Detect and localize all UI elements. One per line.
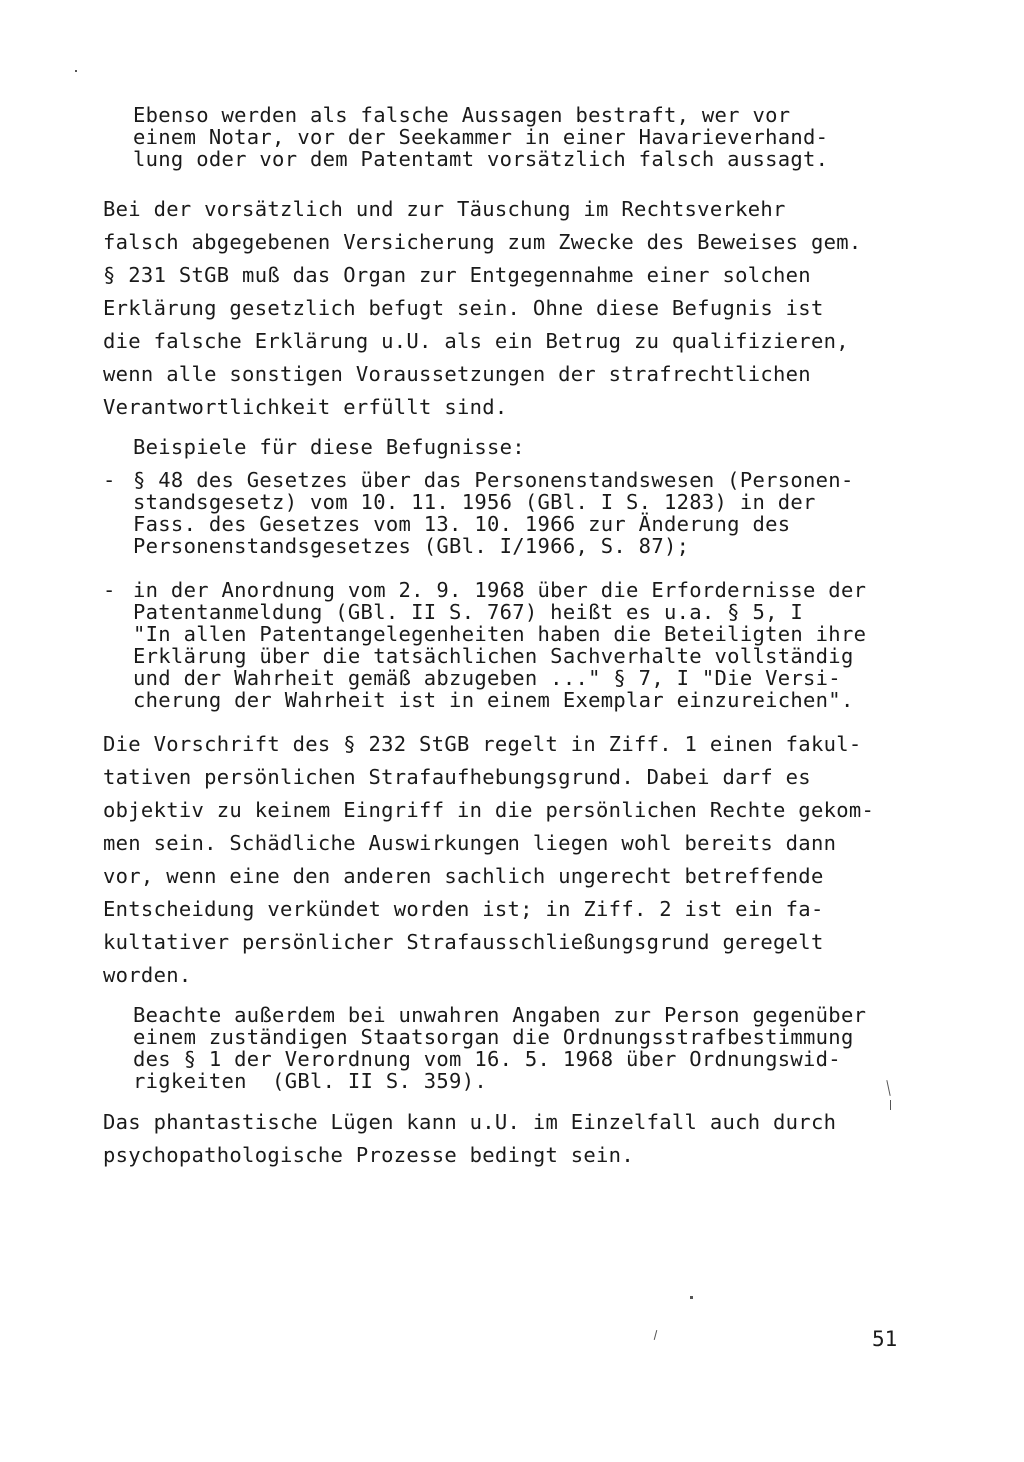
- paragraph-line: men sein. Schädliche Auswirkungen liegen wohl bereits dann: [103, 831, 837, 855]
- page-number: 51: [872, 1327, 898, 1351]
- paragraph-line: Bei der vorsätzlich und zur Täuschung im Rechtsverkehr: [103, 197, 786, 221]
- paragraph-line: psychopathologische Prozesse bedingt sein.: [103, 1143, 634, 1167]
- example-line: cherung der Wahrheit ist in einem Exemplar einzureichen".: [133, 688, 854, 712]
- scan-speck: [654, 1330, 658, 1340]
- example-line: Fass. des Gesetzes vom 13. 10. 1966 zur Änderung des: [133, 512, 791, 536]
- example-line: standsgesetz) vom 10. 11. 1956 (GBl. I S. 1283) in der: [133, 490, 816, 514]
- paragraph-line: tativen persönlichen Strafaufhebungsgrund. Dabei darf es: [103, 765, 811, 789]
- note-line: einem zuständigen Staatsorgan die Ordnungsstrafbestimmung: [133, 1025, 854, 1049]
- examples-heading: Beispiele für diese Befugnisse:: [133, 435, 525, 459]
- scan-speck: [886, 1080, 890, 1096]
- scan-speck: [890, 1100, 891, 1110]
- paragraph-line: worden.: [103, 963, 192, 987]
- example-line: und der Wahrheit gemäß abzugeben ..." § 7, I "Die Versi-: [133, 666, 841, 690]
- example-line: in der Anordnung vom 2. 9. 1968 über die Erfordernisse der: [133, 578, 867, 602]
- scan-speck: [690, 1296, 693, 1299]
- note-line: Beachte außerdem bei unwahren Angaben zur Person gegenüber: [133, 1003, 867, 1027]
- paragraph-line: § 231 StGB muß das Organ zur Entgegennahme einer solchen: [103, 263, 811, 287]
- intro-line: Ebenso werden als falsche Aussagen bestraft, wer vor: [133, 103, 791, 127]
- paragraph-line: falsch abgegebenen Versicherung zum Zwecke des Beweises gem.: [103, 230, 862, 254]
- scan-speck: [75, 70, 77, 72]
- paragraph-line: objektiv zu keinem Eingriff in die persönlichen Rechte gekom-: [103, 798, 875, 822]
- example-line: Personenstandsgesetzes (GBl. I/1966, S. 87);: [133, 534, 690, 558]
- example-line: § 48 des Gesetzes über das Personenstandswesen (Personen-: [133, 468, 854, 492]
- paragraph-line: Das phantastische Lügen kann u.U. im Einzelfall auch durch: [103, 1110, 837, 1134]
- paragraph-line: wenn alle sonstigen Voraussetzungen der strafrechtlichen: [103, 362, 811, 386]
- paragraph-line: Verantwortlichkeit erfüllt sind.: [103, 395, 508, 419]
- intro-line: lung oder vor dem Patentamt vorsätzlich falsch aussagt.: [133, 147, 829, 171]
- paragraph-line: vor, wenn eine den anderen sachlich ungerecht betreffende: [103, 864, 824, 888]
- example-line: "In allen Patentangelegenheiten haben die Beteiligten ihre: [133, 622, 867, 646]
- note-line: rigkeiten (GBl. II S. 359).: [133, 1069, 487, 1093]
- intro-line: einem Notar, vor der Seekammer in einer Havarieverhand-: [133, 125, 829, 149]
- paragraph-line: die falsche Erklärung u.U. als ein Betrug zu qualifizieren,: [103, 329, 849, 353]
- paragraph-line: Erklärung gesetzlich befugt sein. Ohne diese Befugnis ist: [103, 296, 824, 320]
- example-line: Erklärung über die tatsächlichen Sachverhalte vollständig: [133, 644, 854, 668]
- list-dash: -: [103, 578, 116, 602]
- note-line: des § 1 der Verordnung vom 16. 5. 1968 über Ordnungswid-: [133, 1047, 841, 1071]
- paragraph-line: Entscheidung verkündet worden ist; in Ziff. 2 ist ein fa-: [103, 897, 824, 921]
- example-line: Patentanmeldung (GBl. II S. 767) heißt es u.a. § 5, I: [133, 600, 804, 624]
- list-dash: -: [103, 468, 116, 492]
- paragraph-line: kultativer persönlicher Strafausschließungsgrund geregelt: [103, 930, 824, 954]
- paragraph-line: Die Vorschrift des § 232 StGB regelt in Ziff. 1 einen fakul-: [103, 732, 862, 756]
